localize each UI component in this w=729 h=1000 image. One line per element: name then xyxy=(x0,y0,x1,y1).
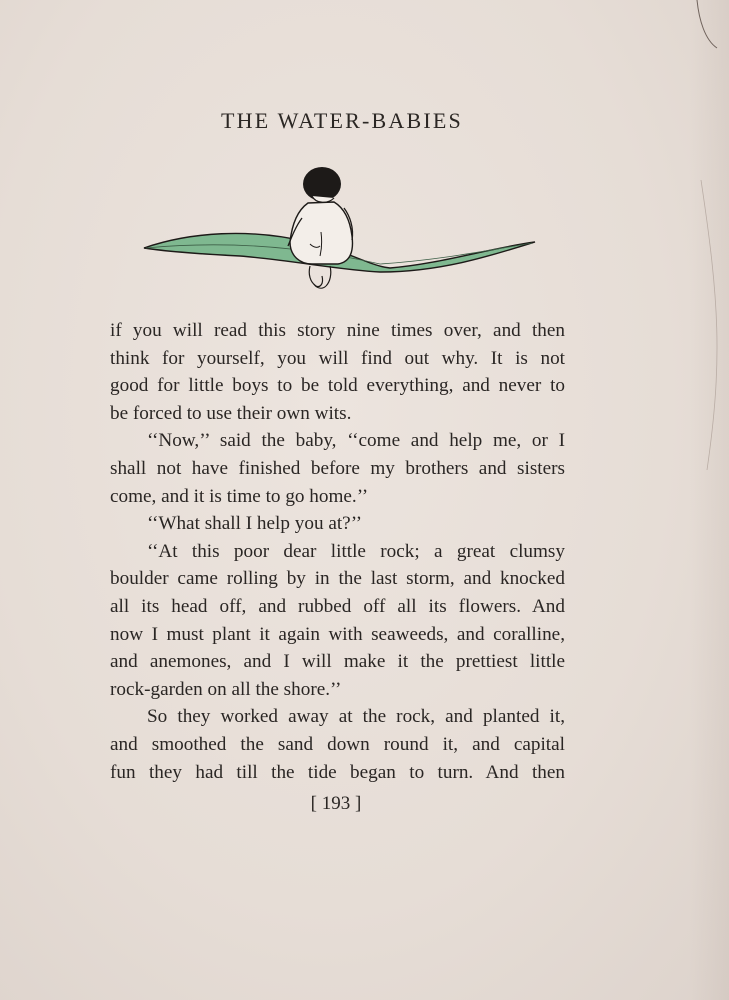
text-line: So they worked away at the rock, and planted it, xyxy=(147,706,565,728)
text-line: boulder came rolling by in the last storm, and knocked xyxy=(110,568,565,590)
text-line: now I must plant it again with seaweeds, and coralline, xyxy=(110,623,565,645)
baby-hair xyxy=(303,167,341,201)
text-line: and smoothed the sand down round it, and capital xyxy=(110,733,565,755)
text-line: ‘‘At this poor dear little rock; a great clumsy xyxy=(147,540,565,562)
body-text xyxy=(110,317,565,786)
text-line: think for yourself, you will find out why. It is not xyxy=(110,347,565,369)
text-line: come, and it is time to go home.’’ xyxy=(110,485,369,507)
text-line: rock-garden on all the shore.’’ xyxy=(110,678,342,700)
text-line: good for little boys to be told everything, and never to xyxy=(110,375,565,397)
page-edge-curve xyxy=(689,0,729,1000)
text-line: be forced to use their own wits. xyxy=(110,402,352,424)
baby-legs xyxy=(309,266,331,287)
page-number: [ 193 ] xyxy=(310,793,362,814)
text-line: all its head off, and rubbed off all its flowers. And xyxy=(110,595,565,617)
text-line: fun they had till the tide began to turn. And then xyxy=(110,761,565,783)
text-line: shall not have finished before my brothers and sisters xyxy=(110,457,565,479)
text-line: and anemones, and I will make it the prettiest little xyxy=(110,651,565,673)
running-head: THE WATER-BABIES xyxy=(221,108,463,133)
text-line: ‘‘What shall I help you at?’’ xyxy=(147,513,363,535)
baby-on-leaf-icon xyxy=(140,160,540,295)
text-line: ‘‘Now,’’ said the baby, ‘‘come and help me, or I xyxy=(147,430,565,452)
text-line: if you will read this story nine times over, and then xyxy=(110,320,565,341)
